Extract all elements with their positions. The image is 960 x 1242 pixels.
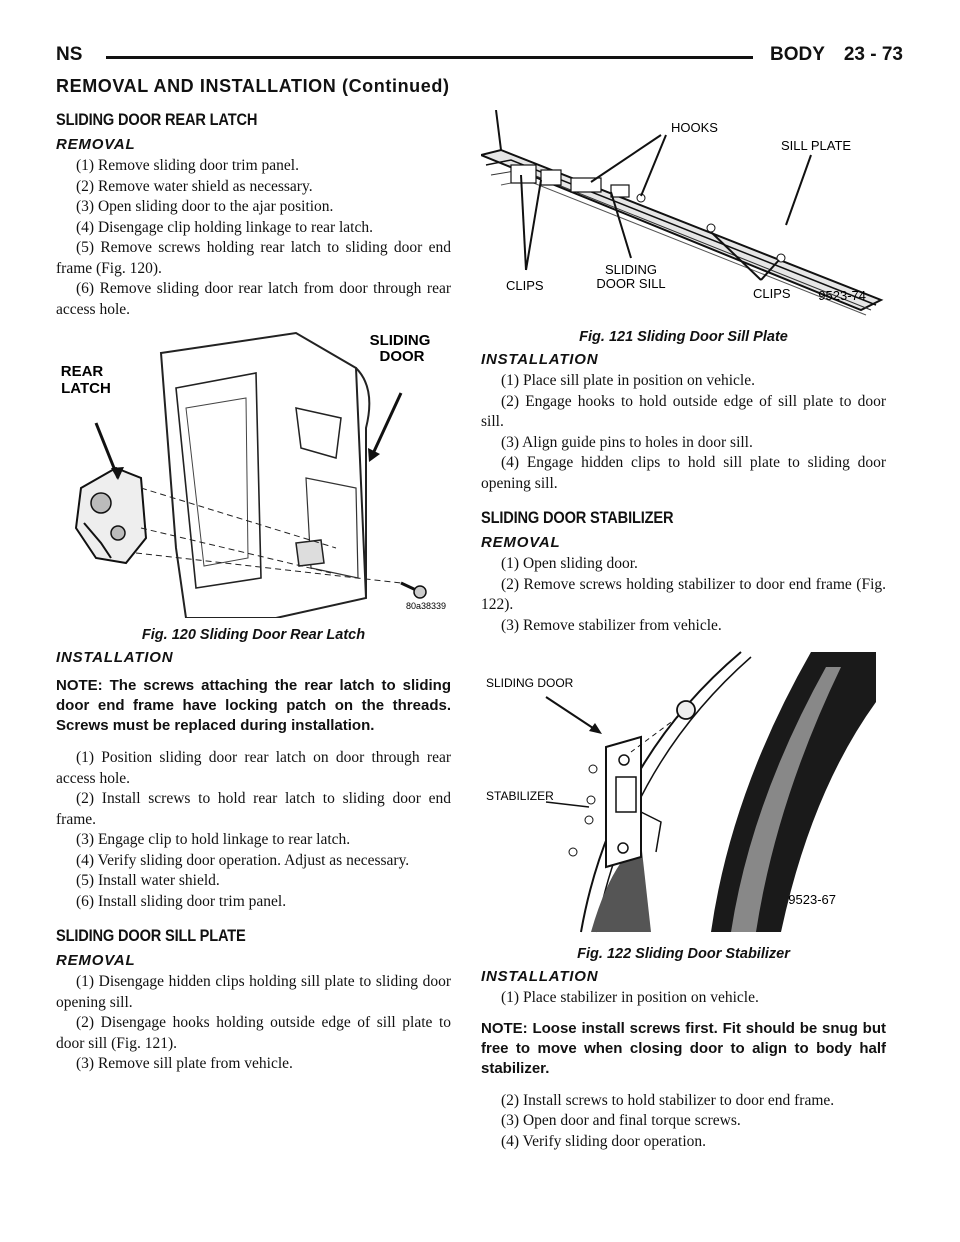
figure-code: 80a38339 <box>405 601 446 611</box>
figure-120 <box>56 328 451 643</box>
sill-removal-steps <box>56 972 451 1075</box>
figure-122 <box>481 642 886 962</box>
stabilizer-note: NOTE: Loose install screws first. Fit should be snug but free to move when closing door to align to body half stabilizer. <box>481 1019 886 1077</box>
step: (1) Remove sliding door trim panel. <box>76 157 299 174</box>
stabilizer-installation-steps <box>481 1091 886 1153</box>
step: (1) Position sliding door rear latch on door through rear access hole. <box>56 749 451 787</box>
step: (4) Engage hidden clips to hold sill plate to sliding door opening sill. <box>481 454 886 492</box>
sill-installation-title: INSTALLATION <box>481 351 599 368</box>
step: (2) Remove water shield as necessary. <box>76 177 313 195</box>
step: (3) Open sliding door to the ajar position. <box>76 198 334 215</box>
step: (3) Align guide pins to holes in door sill. <box>501 433 753 451</box>
label-sliding: SLIDING <box>604 262 658 277</box>
left-column <box>56 110 451 1075</box>
label-stabilizer: STABILIZER <box>486 789 554 803</box>
step: (3) Remove sill plate from vehicle. <box>76 1055 293 1072</box>
step: (3) Engage clip to hold linkage to rear latch. <box>76 831 351 848</box>
label-sliding: SLIDING <box>369 332 431 349</box>
rear-latch-installation-title: INSTALLATION <box>56 649 174 666</box>
stabilizer-installation-title: INSTALLATION <box>481 968 599 985</box>
stabilizer-title: SLIDING DOOR STABILIZER <box>481 508 674 527</box>
label-hooks: HOOKS <box>671 120 718 135</box>
rear-latch-installation-steps <box>56 748 451 912</box>
step: (1) Disengage hidden clips holding sill plate to sliding door opening sill. <box>56 973 451 1011</box>
rear-latch-removal-steps <box>56 156 451 320</box>
rear-latch-title: SLIDING DOOR REAR LATCH <box>56 110 258 129</box>
figure-code: 9523-74 <box>818 288 866 303</box>
sill-installation-steps <box>481 371 886 494</box>
page-header <box>56 44 903 74</box>
figure-121-caption: Fig. 121 Sliding Door Sill Plate <box>579 329 788 345</box>
header-rule <box>106 56 753 59</box>
sill-plate-illustration <box>481 110 886 320</box>
step: (4) Verify sliding door operation. <box>501 1132 707 1150</box>
label-latch: LATCH <box>61 380 111 397</box>
label-clips-right: CLIPS <box>753 286 791 301</box>
figure-code: 9523-67 <box>788 892 836 907</box>
step: (6) Remove sliding door rear latch from door through rear access hole. <box>56 280 451 318</box>
header-page-number: 23 - 73 <box>843 44 903 65</box>
stabilizer-removal-steps <box>481 554 886 636</box>
section-continued-title: REMOVAL AND INSTALLATION (Continued) <box>56 76 450 96</box>
rear-latch-illustration <box>56 328 451 618</box>
header-right <box>756 44 903 66</box>
label-clips-left: CLIPS <box>506 278 544 293</box>
label-sill-plate: SILL PLATE <box>781 138 852 153</box>
rear-latch-removal-title: REMOVAL <box>56 136 136 153</box>
step: (2) Disengage hooks holding outside edge of sill plate to door sill (Fig. 121). <box>56 1014 451 1052</box>
step: (3) Remove stabilizer from vehicle. <box>501 616 722 634</box>
sill-removal-title: REMOVAL <box>56 952 136 969</box>
figure-122-caption: Fig. 122 Sliding Door Stabilizer <box>577 946 790 962</box>
figure-121 <box>481 110 886 345</box>
header-section: BODY <box>770 44 825 65</box>
rear-latch-note: NOTE: The screws attaching the rear latch to sliding door end frame have locking patch on the threads. Screws must be replaced during installation. <box>56 677 451 734</box>
step: (5) Install water shield. <box>76 872 220 889</box>
stabilizer-illustration <box>481 642 886 937</box>
step: (2) Install screws to hold stabilizer to door end frame. <box>501 1091 835 1109</box>
step: (3) Open door and final torque screws. <box>501 1112 741 1129</box>
label-sliding-door: SLIDING DOOR <box>486 676 574 690</box>
header-model: NS <box>56 44 83 65</box>
figure-120-caption: Fig. 120 Sliding Door Rear Latch <box>141 627 366 643</box>
label-rear: REAR <box>60 363 104 380</box>
step: (4) Verify sliding door operation. Adjust as necessary. <box>76 851 410 869</box>
step: (2) Remove screws holding stabilizer to door end frame (Fig. 122). <box>481 575 886 613</box>
right-column <box>481 110 886 1152</box>
step: (2) Install screws to hold rear latch to sliding door end frame. <box>56 790 451 828</box>
label-door: DOOR <box>379 348 425 365</box>
step: (6) Install sliding door trim panel. <box>76 892 287 910</box>
step: (1) Open sliding door. <box>501 555 638 572</box>
step: (5) Remove screws holding rear latch to sliding door end frame (Fig. 120). <box>56 239 451 277</box>
step: (2) Engage hooks to hold outside edge of sill plate to door sill. <box>481 392 886 430</box>
sill-plate-title: SLIDING DOOR SILL PLATE <box>56 926 246 945</box>
step: (4) Disengage clip holding linkage to rear latch. <box>76 218 373 236</box>
step: (1) Place stabilizer in position on vehicle. <box>501 989 759 1006</box>
step: (1) Place sill plate in position on vehicle. <box>501 372 755 389</box>
stabilizer-removal-title: REMOVAL <box>481 534 561 551</box>
label-door-sill: DOOR SILL <box>596 276 666 291</box>
